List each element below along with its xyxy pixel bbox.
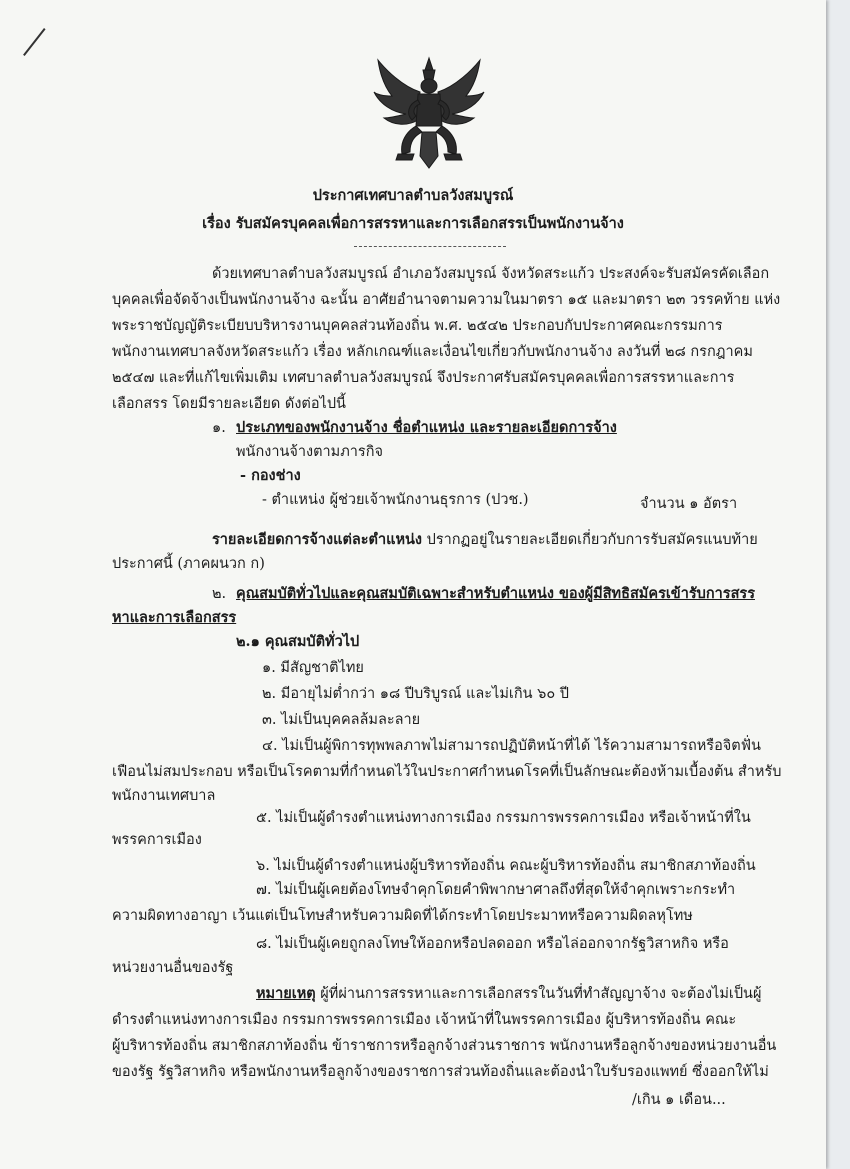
position-name: - ตำแหน่ง ผู้ช่วยเจ้าพนักงานธุรการ (ปวช.) bbox=[262, 492, 529, 508]
general-qualifications-heading: ๒.๑ คุณสมบัติทั่วไป bbox=[236, 633, 360, 650]
qualification-item-cont: เฟือนไม่สมประกอบ หรือเป็นโรคตามที่กำหนดไว้ในประกาศกำหนดโรคที่เป็นลักษณะต้องห้ามเบื้องต้น สำหรับ bbox=[112, 764, 782, 780]
qualification-item: ๔. ไม่เป็นผู้พิการทุพพลภาพไม่สามารถปฏิบัติหน้าที่ได้ ไร้ความสามารถหรือจิตฟั่น bbox=[262, 738, 761, 754]
note-label: หมายเหตุ bbox=[256, 985, 316, 1002]
qualification-item-cont: พนักงานเทศบาล bbox=[112, 788, 216, 804]
announcement-title: ประกาศเทศบาลตำบลวังสมบูรณ์ bbox=[312, 187, 514, 204]
qualification-item: ๒. มีอายุไม่ต่ำกว่า ๑๘ ปีบริบูรณ์ และไม่เกิน ๖๐ ปี bbox=[262, 686, 570, 702]
division-name: - กองช่าง bbox=[240, 467, 301, 484]
section-2-heading-line2: หาและการเลือกสรร bbox=[112, 609, 237, 626]
title-divider bbox=[354, 246, 506, 247]
intro-line: บุคคลเพื่อจัดจ้างเป็นพนักงานจ้าง ฉะนั้น อาศัยอำนาจตามความในมาตรา ๑๕ และมาตรา ๒๓ วรรคท้าย แห่ง bbox=[112, 292, 781, 308]
qualification-item: ๘. ไม่เป็นผู้เคยถูกลงโทษให้ออกหรือปลดออก หรือไล่ออกจากรัฐวิสาหกิจ หรือ bbox=[256, 936, 729, 952]
garuda-emblem-icon bbox=[372, 56, 486, 174]
intro-line: ด้วยเทศบาลตำบลวังสมบูรณ์ อำเภอวังสมบูรณ์ จังหวัดสระแก้ว ประสงค์จะรับสมัครคัดเลือก bbox=[212, 266, 770, 282]
intro-line: ๒๕๔๗ และที่แก้ไขเพิ่มเติม เทศบาลตำบลวังสมบูรณ์ จึงประกาศรับสมัครบุคคลเพื่อการสรรหาและการ bbox=[112, 370, 735, 386]
note-line: ดำรงตำแหน่งทางการเมือง กรรมการพรรคการเมือง เจ้าหน้าที่ในพรรคการเมือง ผู้บริหารท้องถิ่น คณะ bbox=[112, 1012, 737, 1028]
note-text: ผู้ที่ผ่านการสรรหาและการเลือกสรรในวันที่ทำสัญญาจ้าง จะต้องไม่เป็นผู้ bbox=[315, 986, 762, 1002]
employment-details-label: รายละเอียดการจ้างแต่ละตำแหน่ง bbox=[212, 531, 422, 548]
position-quota: จำนวน ๑ อัตรา bbox=[640, 496, 738, 512]
employment-type: พนักงานจ้างตามภารกิจ bbox=[236, 444, 383, 460]
note-line: ผู้บริหารท้องถิ่น สมาชิกสภาท้องถิ่น ข้าราชการหรือลูกจ้างส่วนราชการ พนักงานหรือลูกจ้างของหน่วยงานอื่น bbox=[112, 1038, 777, 1054]
qualification-item: ๓. ไม่เป็นบุคคลล้มละลาย bbox=[262, 712, 421, 728]
qualification-item: ๗. ไม่เป็นผู้เคยต้องโทษจำคุกโดยคำพิพากษาศาลถึงที่สุดให้จำคุกเพราะกระทำ bbox=[256, 882, 736, 898]
note-line bbox=[256, 984, 761, 1004]
employment-details-text: ปรากฏอยู่ในรายละเอียดเกี่ยวกับการรับสมัครแนบท้าย bbox=[422, 532, 758, 548]
section-1-heading: ประเภทของพนักงานจ้าง ชื่อตำแหน่ง และรายละเอียดการจ้าง bbox=[236, 419, 617, 436]
intro-line: พระราชบัญญัติระเบียบบริหารงานบุคคลส่วนท้องถิ่น พ.ศ. ๒๕๔๒ ประกอบกับประกาศคณะกรรมการ bbox=[112, 318, 723, 334]
qualification-item-cont: หน่วยงานอื่นของรัฐ bbox=[112, 960, 234, 976]
section-2-number: ๒. bbox=[212, 586, 227, 602]
qualification-item-cont: พรรคการเมือง bbox=[112, 832, 202, 848]
continuation-marker: /เกิน ๑ เดือน... bbox=[632, 1092, 726, 1108]
intro-line: พนักงานเทศบาลจังหวัดสระแก้ว เรื่อง หลักเกณฑ์และเงื่อนไขเกี่ยวกับพนักงานจ้าง ลงวันที่ ๒๘ กรกฎาคม bbox=[112, 344, 753, 360]
section-2-heading: คุณสมบัติทั่วไปและคุณสมบัติเฉพาะสำหรับตำแหน่ง ของผู้มีสิทธิสมัครเข้ารับการสรร bbox=[236, 585, 755, 602]
pen-mark bbox=[23, 28, 46, 56]
announcement-subject: เรื่อง รับสมัครบุคคลเพื่อการสรรหาและการเลือกสรรเป็นพนักงานจ้าง bbox=[202, 215, 624, 232]
employment-details bbox=[212, 530, 758, 550]
qualification-item-cont: ความผิดทางอาญา เว้นแต่เป็นโทษสำหรับความผิดที่ได้กระทำโดยประมาทหรือความผิดลหุโทษ bbox=[112, 908, 693, 924]
employment-details-line2: ประกาศนี้ (ภาคผนวก ก) bbox=[112, 556, 265, 572]
intro-line: เลือกสรร โดยมีรายละเอียด ดังต่อไปนี้ bbox=[112, 396, 346, 412]
section-1-number: ๑. bbox=[212, 420, 226, 436]
note-line: ของรัฐ รัฐวิสาหกิจ หรือพนักงานหรือลูกจ้างของราชการส่วนท้องถิ่นและต้องนำใบรับรองแพทย์ ซึ่งออกให้ไม่ bbox=[112, 1064, 769, 1080]
qualification-item: ๑. มีสัญชาติไทย bbox=[262, 660, 364, 676]
qualification-item: ๖. ไม่เป็นผู้ดำรงตำแหน่งผู้บริหารท้องถิ่น คณะผู้บริหารท้องถิ่น สมาชิกสภาท้องถิ่น bbox=[256, 858, 756, 874]
qualification-item: ๕. ไม่เป็นผู้ดำรงตำแหน่งทางการเมือง กรรมการพรรคการเมือง หรือเจ้าหน้าที่ใน bbox=[256, 810, 751, 826]
